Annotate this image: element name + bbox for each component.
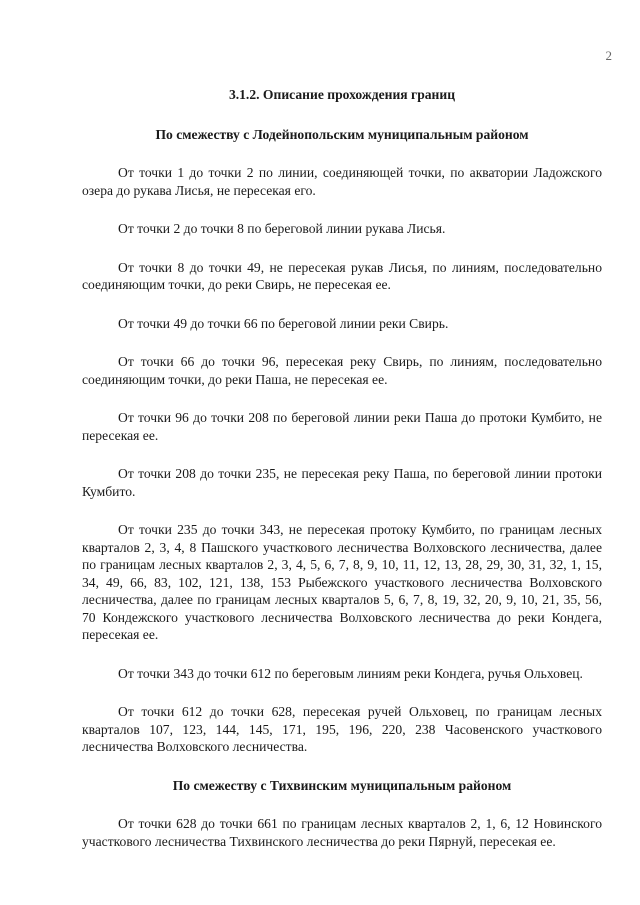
paragraph: От точки 2 до точки 8 по береговой линии рукава Лисья. <box>118 221 446 236</box>
paragraph: От точки 49 до точки 66 по береговой линии реки Свирь. <box>118 315 449 331</box>
paragraph: От точки 343 до точки 612 по береговым линиям реки Кондега, ручья Ольховец. <box>118 665 583 681</box>
paragraph: От точки 66 до точки 96, пересекая реку Свирь, по линиям, последовательно соединяющим точки, до реки Паша, не пересекая ее. <box>82 354 602 387</box>
page-number: 2 <box>605 48 612 63</box>
section-title: 3.1.2. Описание прохождения границ <box>228 87 456 102</box>
paragraph: От точки 1 до точки 2 по линии, соединяющей точки, по акватории Ладожского озера до рукава Лисья, не пересекая его. <box>82 165 602 198</box>
paragraph: От точки 8 до точки 49, не пересекая рукав Лисья, по линиям, последовательно соединяющим точки, до реки Свирь, не пересекая ее. <box>82 259 602 292</box>
document-body <box>82 86 602 871</box>
subsection-heading-tikhvinsky: По смежеству с Тихвинским муниципальным районом <box>172 777 512 793</box>
paragraph: От точки 208 до точки 235, не пересекая реку Паша, по береговой линии протоки Кумбито. <box>82 466 602 499</box>
subsection-heading-lodeynopolsky: По смежеству с Лодейнопольским муниципальным районом <box>155 126 529 142</box>
paragraph: От точки 628 до точки 661 по границам лесных кварталов 2, 1, 6, 12 Новинского участкового лесничества Тихвинского лесничества до реки Пярнуй, пересекая ее. <box>82 816 602 849</box>
paragraph: От точки 235 до точки 343, не пересекая протоку Кумбито, по границам лесных кварталов 2, 3, 4, 8 Пашского участкового лесничества Волховского лесничества, далее по границам лесных кварталов 2, 3, 4, 5, 6, 7, 8, 9, 10, 11, 12, 13, 28, 29, 30, 31, 32, 1, 15, 34, 49, 66, 83, 102, 121, 138, 153 Рыбежского участкового лесничества Волховского лесничества, далее по границам лесных кварталов 5, 6, 7, 8, 19, 32, 20, 9, 10, 21, 35, 56, 70 Кондежского участкового лесничества Волховского лесничества до реки Кондега, пересекая ее. <box>82 522 602 642</box>
paragraph: От точки 612 до точки 628, пересекая ручей Ольховец, по границам лесных кварталов 107, 123, 144, 145, 171, 195, 196, 220, 238 Часовенского участкового лесничества Волховского лесничества. <box>82 704 602 754</box>
paragraph: От точки 96 до точки 208 по береговой линии реки Паша до протоки Кумбито, не пересекая ее. <box>82 410 602 443</box>
